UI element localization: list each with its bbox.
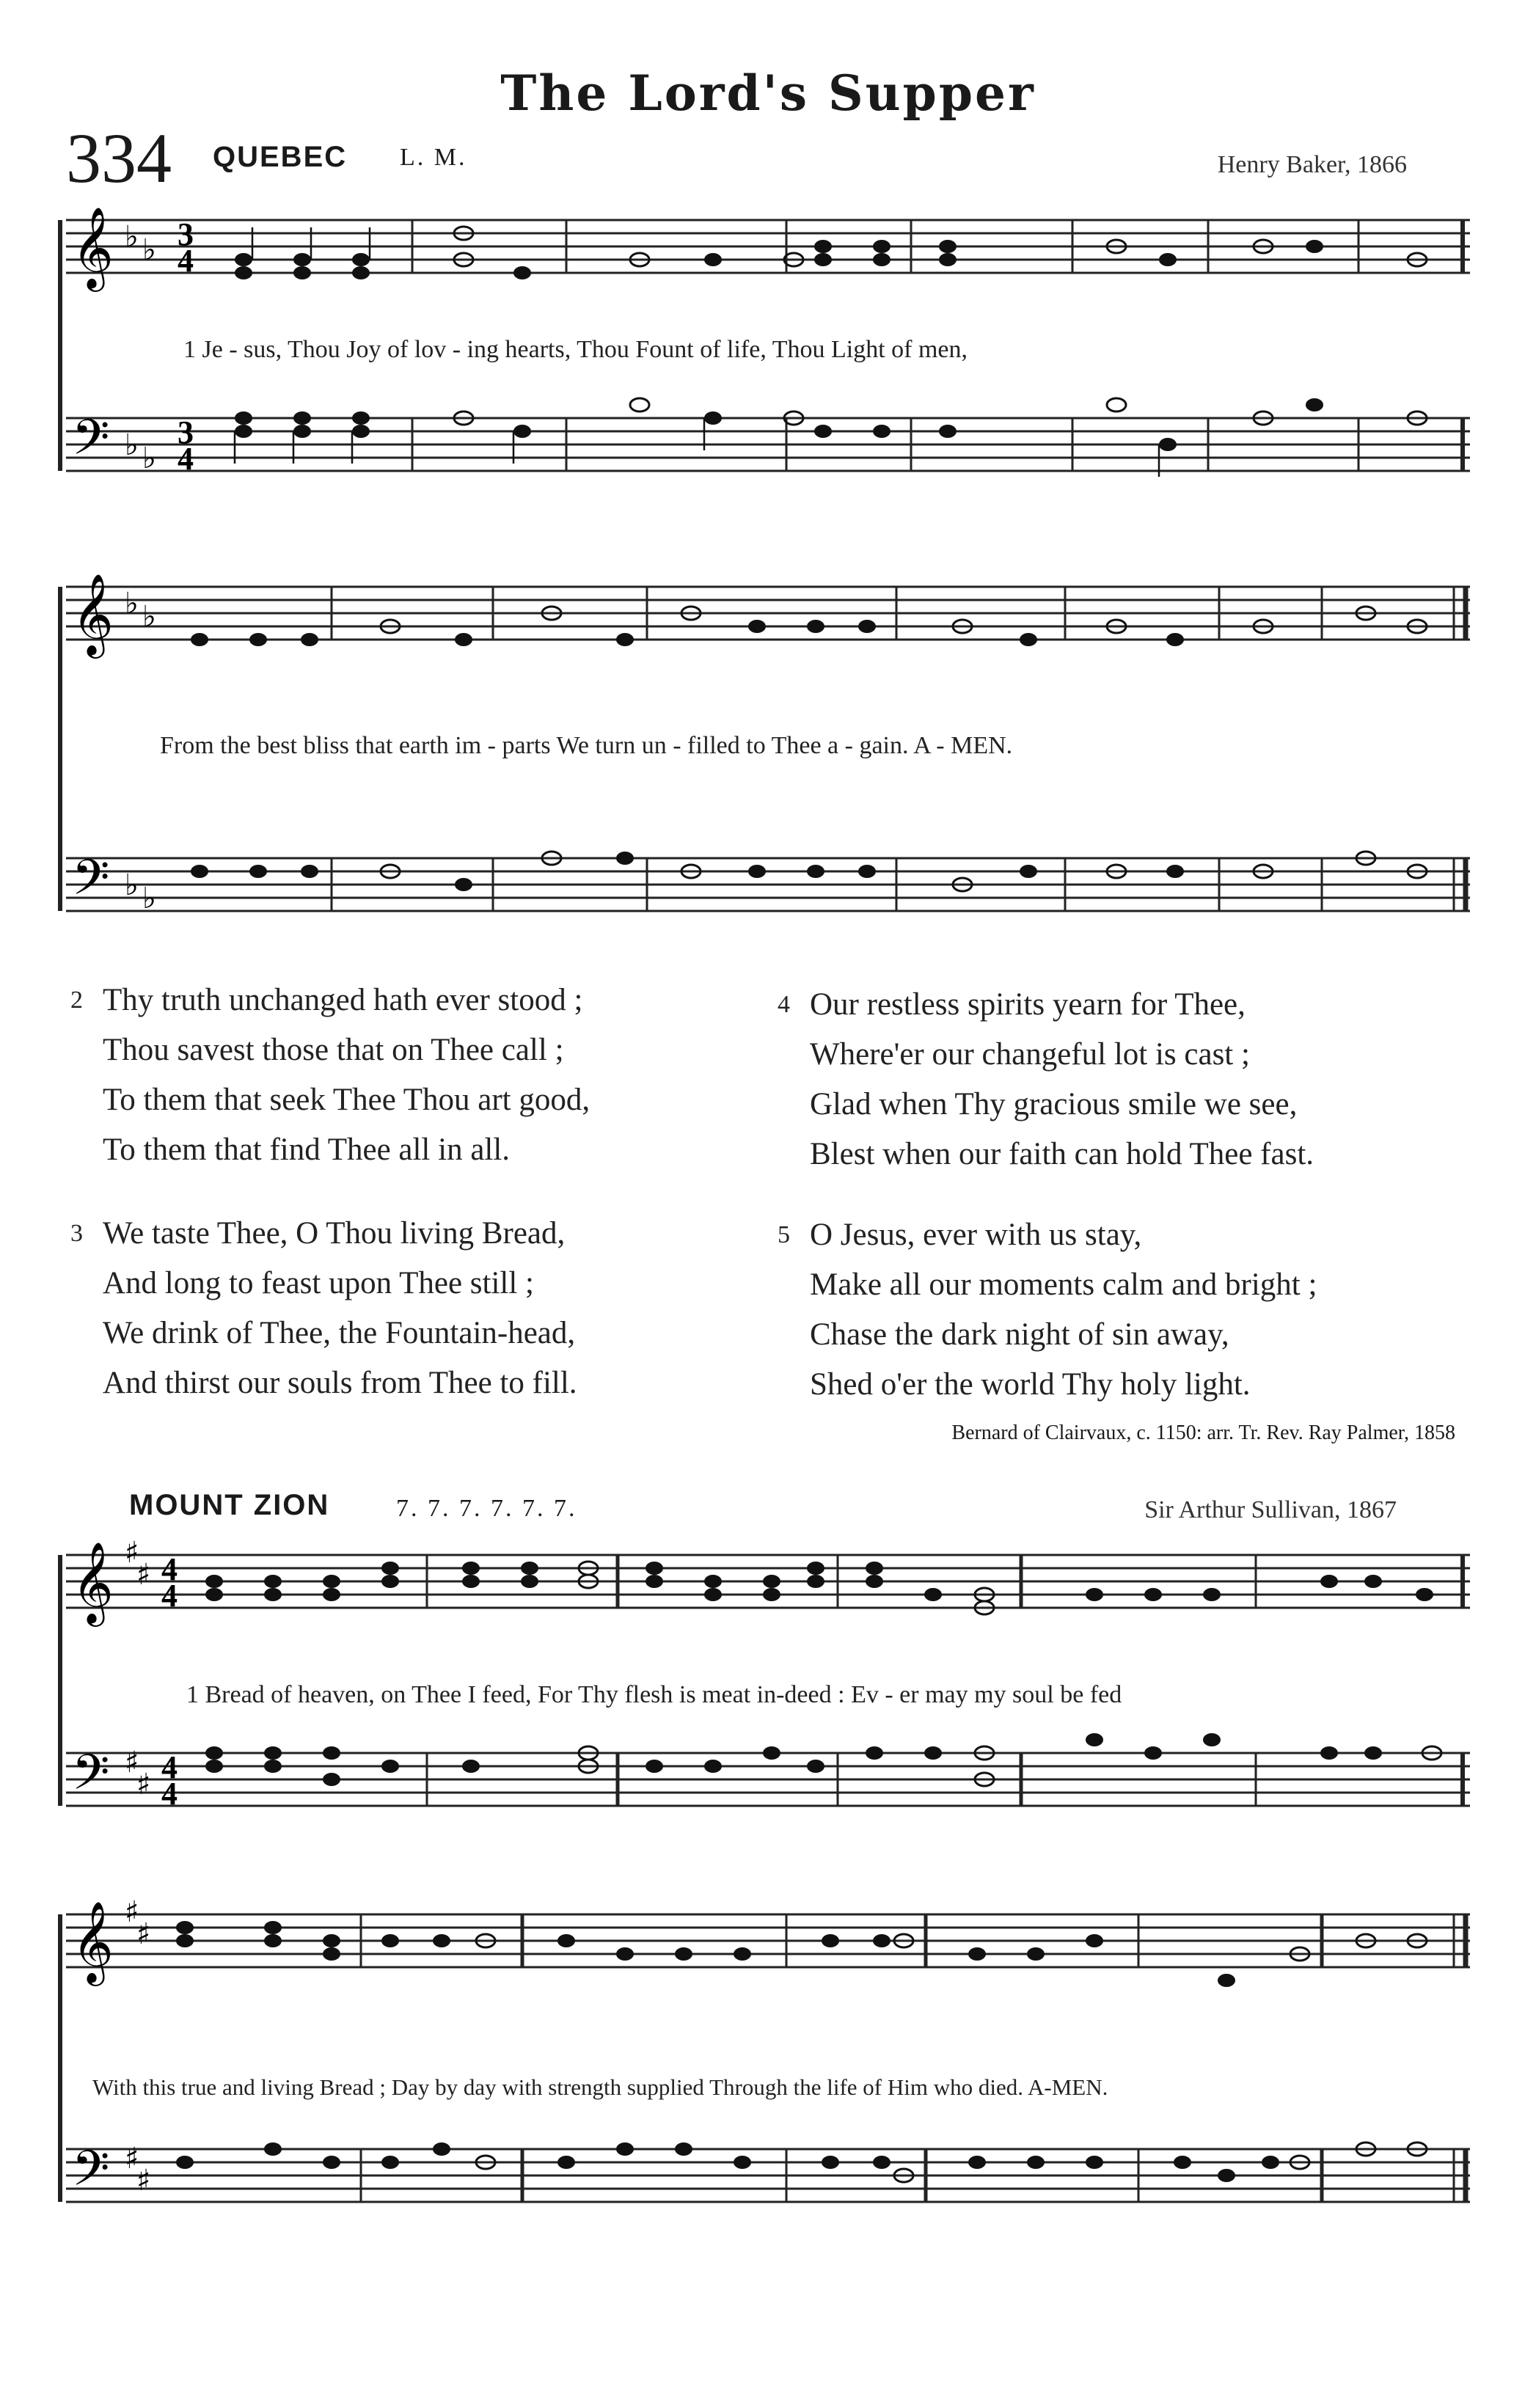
verse-4 xyxy=(778,980,1470,1179)
verse-number: 3 xyxy=(70,1220,83,1247)
verse-line: Thou savest those that on Thee call ; xyxy=(103,1033,564,1067)
verse-3 xyxy=(70,1209,748,1408)
svg-text:4: 4 xyxy=(178,243,194,279)
svg-text:3: 3 xyxy=(178,216,194,252)
svg-text:𝄞: 𝄞 xyxy=(72,573,114,655)
verse-line: To them that seek Thee Thou art good, xyxy=(103,1083,590,1117)
svg-text:♯: ♯ xyxy=(136,1768,151,1801)
verse-number: 2 xyxy=(70,987,83,1014)
verse-line: O Jesus, ever with us stay, xyxy=(810,1218,1142,1252)
hymn-number: 334 xyxy=(66,119,172,197)
meter: 7. 7. 7. 7. 7. 7. xyxy=(396,1495,577,1522)
svg-text:♭: ♭ xyxy=(142,882,156,915)
verse-line: To them that find Thee all in all. xyxy=(103,1132,511,1167)
lyric-line-4: With this true and living Bread ; Day by day with strength supplied Through the life of Him who died. A-MEN. xyxy=(92,2074,1108,2100)
verse-line: We drink of Thee, the Fountain-head, xyxy=(103,1316,576,1350)
tune-name: QUEBEC xyxy=(213,141,348,173)
svg-text:4: 4 xyxy=(161,1749,178,1785)
verse-number: 5 xyxy=(778,1221,790,1248)
lyric-line-2: From the best bliss that earth im - parts We turn un - filled to Thee a - gain. A - MEN. xyxy=(160,732,1013,759)
lyric-line-3: 1 Bread of heaven, on Thee I feed, For Thy flesh is meat in-deed : Ev - er may my soul be fed xyxy=(186,1681,1122,1708)
svg-text:𝄞: 𝄞 xyxy=(72,1900,114,1983)
svg-text:4: 4 xyxy=(161,1551,178,1587)
verse-line: Glad when Thy gracious smile we see, xyxy=(810,1087,1298,1121)
verse-line: We taste Thee, O Thou living Bread, xyxy=(103,1216,566,1251)
svg-text:♭: ♭ xyxy=(125,587,139,621)
svg-text:♭: ♭ xyxy=(142,600,156,634)
svg-text:♭: ♭ xyxy=(125,428,139,462)
grand-staff xyxy=(53,1892,1483,2230)
svg-text:♯: ♯ xyxy=(136,1558,151,1592)
svg-text:♯: ♯ xyxy=(125,1895,139,1929)
verse-line: Blest when our faith can hold Thee fast. xyxy=(810,1137,1314,1171)
svg-text:4: 4 xyxy=(161,1578,178,1614)
meter: L. M. xyxy=(400,144,467,171)
svg-text:♭: ♭ xyxy=(125,220,139,254)
verse-line: Chase the dark night of sin away, xyxy=(810,1317,1229,1352)
svg-text:♭: ♭ xyxy=(142,442,156,475)
verse-line: Thy truth unchanged hath ever stood ; xyxy=(103,983,583,1017)
composer-credit: Sir Arthur Sullivan, 1867 xyxy=(1144,1496,1397,1523)
tune-name: MOUNT ZION xyxy=(129,1489,330,1521)
composer-credit: Henry Baker, 1866 xyxy=(1217,151,1407,178)
verse-line: Our restless spirits yearn for Thee, xyxy=(810,987,1246,1022)
svg-text:♭: ♭ xyxy=(125,868,139,902)
verse-line: And thirst our souls from Thee to fill. xyxy=(103,1366,577,1400)
music-system-4 xyxy=(53,1892,1483,2230)
svg-text:𝄢: 𝄢 xyxy=(72,2140,110,2208)
verse-line: Shed o'er the world Thy holy light. xyxy=(810,1367,1251,1402)
svg-text:3: 3 xyxy=(178,414,194,450)
verse-2 xyxy=(70,976,748,1175)
svg-text:4: 4 xyxy=(161,1776,178,1812)
verse-number: 4 xyxy=(778,991,790,1018)
lyric-line-1: 1 Je - sus, Thou Joy of lov - ing hearts, Thou Fount of life, Thou Light of men, xyxy=(183,336,968,363)
page-title: The Lord's Supper xyxy=(500,65,1036,122)
svg-text:♭: ♭ xyxy=(142,233,156,267)
grand-staff xyxy=(53,198,1483,543)
svg-text:♯: ♯ xyxy=(136,1917,151,1951)
music-system-1 xyxy=(53,198,1483,543)
svg-text:𝄢: 𝄢 xyxy=(72,409,110,477)
verse-line: And long to feast upon Thee still ; xyxy=(103,1266,534,1300)
svg-text:𝄢: 𝄢 xyxy=(72,1744,110,1812)
svg-text:4: 4 xyxy=(178,441,194,477)
verse-line: Make all our moments calm and bright ; xyxy=(810,1267,1317,1302)
translation-credit: Bernard of Clairvaux, c. 1150: arr. Tr. Rev. Ray Palmer, 1858 xyxy=(951,1421,1455,1444)
verse-line: Where'er our changeful lot is cast ; xyxy=(810,1037,1250,1072)
svg-text:♯: ♯ xyxy=(125,1536,139,1570)
verse-5 xyxy=(778,1210,1470,1410)
svg-text:𝄞: 𝄞 xyxy=(72,1541,114,1623)
svg-text:𝄢: 𝄢 xyxy=(72,849,110,918)
svg-text:♯: ♯ xyxy=(125,2142,139,2175)
svg-text:♯: ♯ xyxy=(136,2164,151,2197)
svg-text:♯: ♯ xyxy=(125,1746,139,1779)
svg-text:𝄞: 𝄞 xyxy=(72,206,114,288)
